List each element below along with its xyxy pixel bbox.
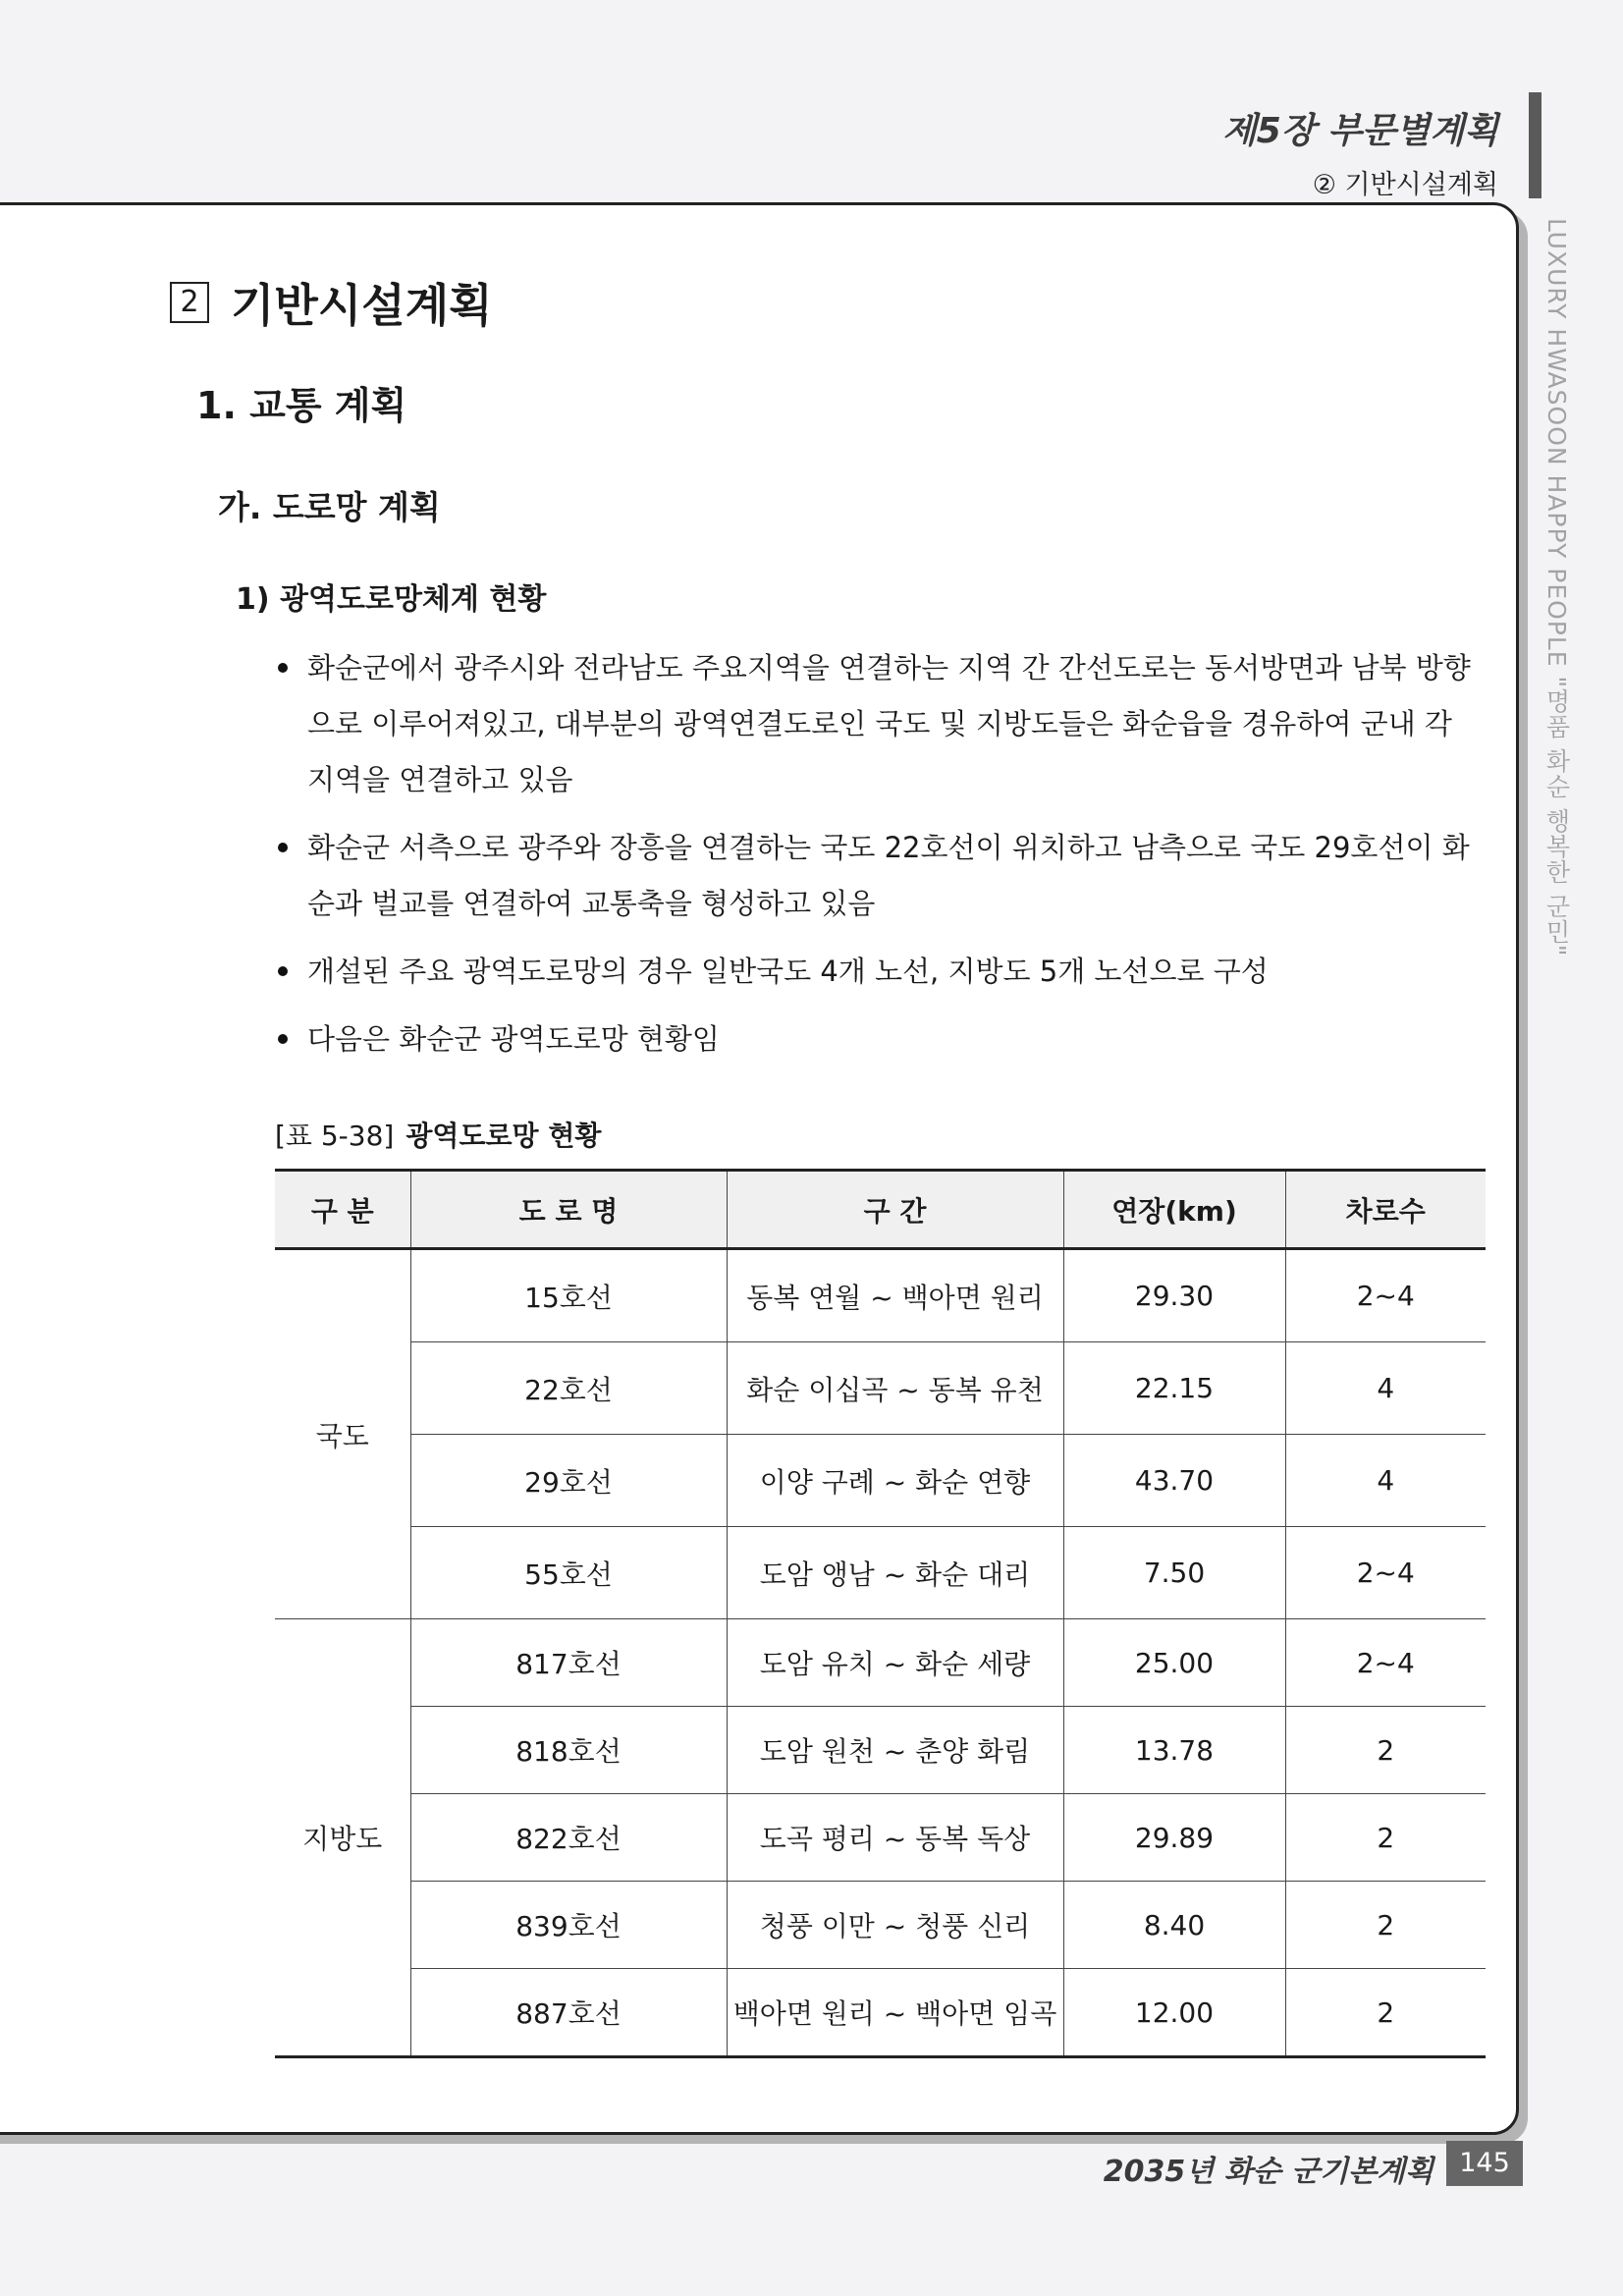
section-title: 기반시설계획 (231, 279, 493, 332)
length-cell: 43.70 (1063, 1435, 1285, 1527)
lanes-cell: 2~4 (1285, 1619, 1486, 1707)
bullet-item: 개설된 주요 광역도로망의 경우 일반국도 4개 노선, 지방도 5개 노선으로 구성 (275, 944, 1473, 1000)
section-cell: 도암 원천 ~ 춘양 화림 (727, 1707, 1063, 1794)
lanes-cell: 2 (1285, 1794, 1486, 1882)
table-row (275, 1619, 1486, 1707)
bullet-item: 다음은 화순군 광역도로망 현황임 (275, 1011, 1473, 1067)
length-cell: 29.30 (1063, 1249, 1285, 1342)
running-header-section: ② 기반시설계획 (1312, 170, 1498, 200)
road-name-cell: 818호선 (410, 1707, 727, 1794)
length-cell: 22.15 (1063, 1342, 1285, 1435)
lanes-cell: 2 (1285, 1882, 1486, 1969)
table-caption-title: 광역도로망 현황 (406, 1120, 602, 1152)
group-cell-provincial: 지방도 (275, 1619, 410, 2057)
header-section: 구 간 (727, 1171, 1063, 1249)
header-length: 연장(km) (1063, 1171, 1285, 1249)
section-cell: 화순 이십곡 ~ 동복 유천 (727, 1342, 1063, 1435)
road-name-cell: 22호선 (410, 1342, 727, 1435)
table-header-row (275, 1171, 1486, 1249)
table-row (275, 1794, 1486, 1882)
road-name-cell: 15호선 (410, 1249, 727, 1342)
road-name-cell: 887호선 (410, 1969, 727, 2057)
table-row (275, 1249, 1486, 1342)
table-row (275, 1342, 1486, 1435)
road-name-cell: 55호선 (410, 1527, 727, 1619)
group-cell-national: 국도 (275, 1249, 410, 1619)
length-cell: 7.50 (1063, 1527, 1285, 1619)
table-row (275, 1969, 1486, 2057)
table-row (275, 1527, 1486, 1619)
topic-heading: 가. 도로망 계획 (218, 488, 441, 526)
table-row (275, 1882, 1486, 1969)
length-cell: 12.00 (1063, 1969, 1285, 2057)
table-row (275, 1435, 1486, 1527)
header-lanes: 차로수 (1285, 1171, 1486, 1249)
page-number: 145 (1446, 2141, 1523, 2186)
bullet-list (275, 640, 1473, 1079)
section-heading (170, 270, 493, 335)
section-cell: 이양 구례 ~ 화순 연향 (727, 1435, 1063, 1527)
running-header-chapter: 제5장 부문별계획 (1221, 111, 1498, 151)
section-cell: 동복 연월 ~ 백아면 원리 (727, 1249, 1063, 1342)
section-number-box: 2 (170, 282, 209, 323)
lanes-cell: 4 (1285, 1435, 1486, 1527)
road-network-table (275, 1169, 1486, 2058)
header-category: 구 분 (275, 1171, 410, 1249)
lanes-cell: 2 (1285, 1969, 1486, 2057)
section-cell: 도암 유치 ~ 화순 세량 (727, 1619, 1063, 1707)
bullet-item: 화순군 서측으로 광주와 장흥을 연결하는 국도 22호선이 위치하고 남측으로 국도 29호선이 화순과 벌교를 연결하여 교통축을 형성하고 있음 (275, 820, 1473, 932)
table-caption (275, 1115, 601, 1154)
section-cell: 청풍 이만 ~ 청풍 신리 (727, 1882, 1063, 1969)
subsection-heading: 1. 교통 계획 (196, 384, 407, 427)
footer-document-title: 2035년 화순 군기본계획 (1103, 2155, 1434, 2189)
road-name-cell: 817호선 (410, 1619, 727, 1707)
lanes-cell: 4 (1285, 1342, 1486, 1435)
lanes-cell: 2~4 (1285, 1527, 1486, 1619)
length-cell: 29.89 (1063, 1794, 1285, 1882)
section-cell: 도곡 평리 ~ 동복 독상 (727, 1794, 1063, 1882)
road-name-cell: 29호선 (410, 1435, 727, 1527)
length-cell: 13.78 (1063, 1707, 1285, 1794)
subtopic-heading: 1) 광역도로망체계 현황 (236, 582, 547, 617)
lanes-cell: 2~4 (1285, 1249, 1486, 1342)
road-name-cell: 822호선 (410, 1794, 727, 1882)
length-cell: 25.00 (1063, 1619, 1285, 1707)
side-slogan: LUXURY HWASOON HAPPY PEOPLE "명품 화순 행복한 군민" (1542, 218, 1571, 957)
table-caption-number: [표 5-38] (275, 1120, 395, 1152)
table-row (275, 1707, 1486, 1794)
bullet-item: 화순군에서 광주시와 전라남도 주요지역을 연결하는 지역 간 간선도로는 동서방면과 남북 방향으로 이루어져있고, 대부분의 광역연결도로인 국도 및 지방도들은 화순읍을 경유하여 군내 각 지역을 연결하고 있음 (275, 640, 1473, 808)
header-road-name: 도 로 명 (410, 1171, 727, 1249)
header-accent-bar (1529, 92, 1542, 198)
section-cell: 도암 앵남 ~ 화순 대리 (727, 1527, 1063, 1619)
lanes-cell: 2 (1285, 1707, 1486, 1794)
length-cell: 8.40 (1063, 1882, 1285, 1969)
section-cell: 백아면 원리 ~ 백아면 임곡 (727, 1969, 1063, 2057)
road-name-cell: 839호선 (410, 1882, 727, 1969)
